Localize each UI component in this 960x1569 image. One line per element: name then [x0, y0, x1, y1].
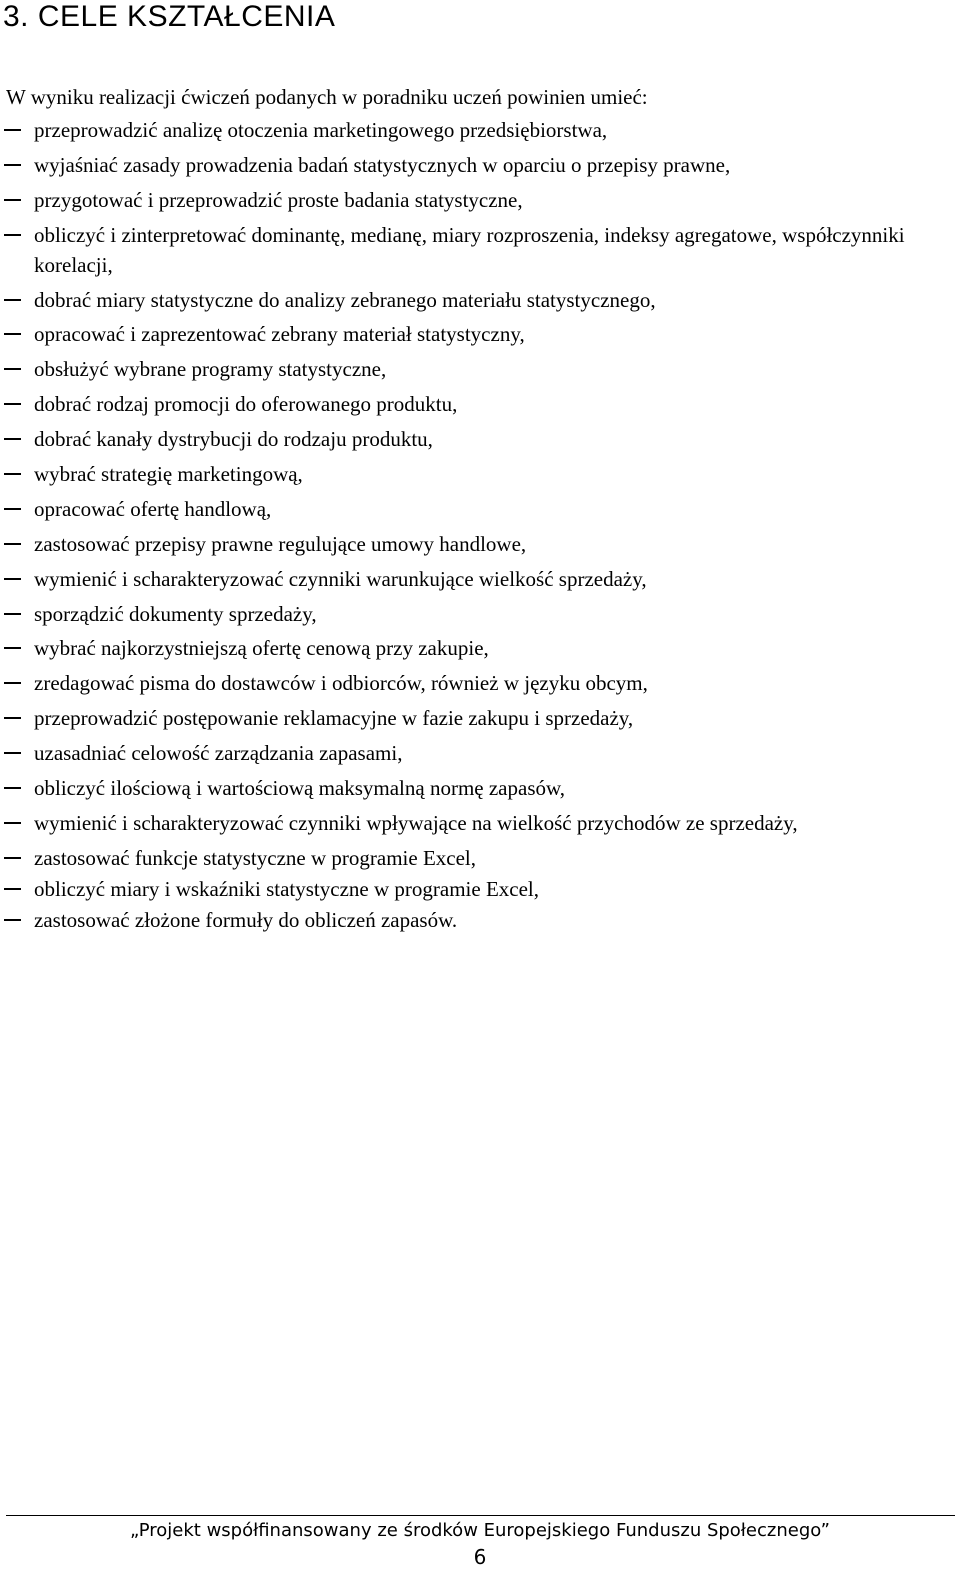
dash-bullet-icon: [4, 508, 21, 510]
list-item: [0, 424, 960, 459]
list-item-text: przygotować i przeprowadzić proste badania statystyczne,: [34, 187, 523, 212]
list-item-text: wyjaśniać zasady prowadzenia badań statystycznych w oparciu o przepisy prawne,: [34, 152, 731, 177]
dash-bullet-icon: [4, 299, 21, 301]
dash-bullet-icon: [4, 752, 21, 754]
dash-bullet-icon: [4, 682, 21, 684]
list-item-text: zastosować przepisy prawne regulujące umowy handlowe,: [34, 531, 527, 556]
list-item-text: opracować ofertę handlową,: [34, 496, 272, 521]
list-item: [0, 738, 960, 773]
dash-bullet-icon: [4, 919, 21, 921]
dash-bullet-icon: [4, 613, 21, 615]
list-item-text: obsłużyć wybrane programy statystyczne,: [34, 357, 387, 382]
list-item: [0, 319, 960, 354]
list-item-text: wybrać strategię marketingową,: [34, 462, 303, 487]
list-item-text: uzasadniać celowość zarządzania zapasami,: [34, 741, 403, 766]
dash-bullet-icon: [4, 438, 21, 440]
list-item: [0, 389, 960, 424]
list-item: [0, 220, 960, 285]
footer-project-note: „Projekt współfinansowany ze środków Europejskiego Funduszu Społecznego”: [130, 1520, 830, 1541]
dash-bullet-icon: [4, 199, 21, 201]
dash-bullet-icon: [4, 543, 21, 545]
list-item: [0, 529, 960, 564]
list-item-text: obliczyć ilościową i wartościową maksymalną normę zapasów,: [34, 776, 566, 801]
list-item: [0, 354, 960, 389]
dash-bullet-icon: [4, 787, 21, 789]
dash-bullet-icon: [4, 164, 21, 166]
list-item: [0, 905, 960, 936]
list-item: [0, 150, 960, 185]
dash-bullet-icon: [4, 234, 21, 236]
list-item: [0, 633, 960, 668]
list-item-text: opracować i zaprezentować zebrany materiał statystyczny,: [34, 322, 525, 347]
dash-bullet-icon: [4, 717, 21, 719]
list-item: [0, 185, 960, 220]
list-item-text: zredagować pisma do dostawców i odbiorców, również w języku obcym,: [34, 671, 648, 696]
list-item-text: wymienić i scharakteryzować czynniki wpływające na wielkość przychodów ze sprzedaży,: [34, 810, 798, 835]
list-item: [0, 285, 960, 320]
list-item-text: dobrać rodzaj promocji do oferowanego produktu,: [34, 392, 458, 417]
list-item: [0, 494, 960, 529]
list-item: [0, 599, 960, 634]
list-item-text: dobrać kanały dystrybucji do rodzaju produktu,: [34, 427, 433, 452]
list-item-text: przeprowadzić analizę otoczenia marketingowego przedsiębiorstwa,: [34, 118, 608, 142]
list-item: [0, 874, 960, 905]
list-item: [0, 564, 960, 599]
list-item-text: sporządzić dokumenty sprzedaży,: [34, 601, 317, 626]
list-item-text: obliczyć miary i wskaźniki statystyczne w programie Excel,: [34, 876, 539, 901]
section-heading: 3. CELE KSZTAŁCENIA: [3, 0, 336, 33]
list-item-text: dobrać miary statystyczne do analizy zebranego materiału statystycznego,: [34, 287, 656, 312]
dash-bullet-icon: [4, 333, 21, 335]
list-item-text: zastosować funkcje statystyczne w programie Excel,: [34, 845, 476, 870]
intro-text: W wyniku realizacji ćwiczeń podanych w poradniku uczeń powinien umieć:: [6, 85, 648, 109]
list-item: [0, 843, 960, 874]
dash-bullet-icon: [4, 368, 21, 370]
list-item-text: wybrać najkorzystniejszą ofertę cenową przy zakupie,: [34, 636, 489, 661]
objectives-list: [0, 115, 960, 936]
list-item: [0, 115, 960, 150]
list-item: [0, 808, 960, 843]
list-item: [0, 459, 960, 494]
dash-bullet-icon: [4, 857, 21, 859]
list-item-text: zastosować złożone formuły do obliczeń zapasów.: [34, 907, 458, 932]
dash-bullet-icon: [4, 403, 21, 405]
dash-bullet-icon: [4, 578, 21, 580]
list-item-text: obliczyć i zinterpretować dominantę, medianę, miary rozproszenia, indeksy agregatowe, współczynniki korelacji,: [34, 222, 905, 277]
dash-bullet-icon: [4, 647, 21, 649]
list-item: [0, 703, 960, 738]
list-item-text: wymienić i scharakteryzować czynniki warunkujące wielkość sprzedaży,: [34, 566, 647, 591]
footer-divider: [6, 1515, 955, 1516]
dash-bullet-icon: [4, 822, 21, 824]
page-number: 6: [473, 1545, 487, 1569]
dash-bullet-icon: [4, 129, 21, 131]
list-item: [0, 773, 960, 808]
list-item-text: przeprowadzić postępowanie reklamacyjne w fazie zakupu i sprzedaży,: [34, 706, 634, 731]
list-item: [0, 668, 960, 703]
dash-bullet-icon: [4, 888, 21, 890]
dash-bullet-icon: [4, 473, 21, 475]
